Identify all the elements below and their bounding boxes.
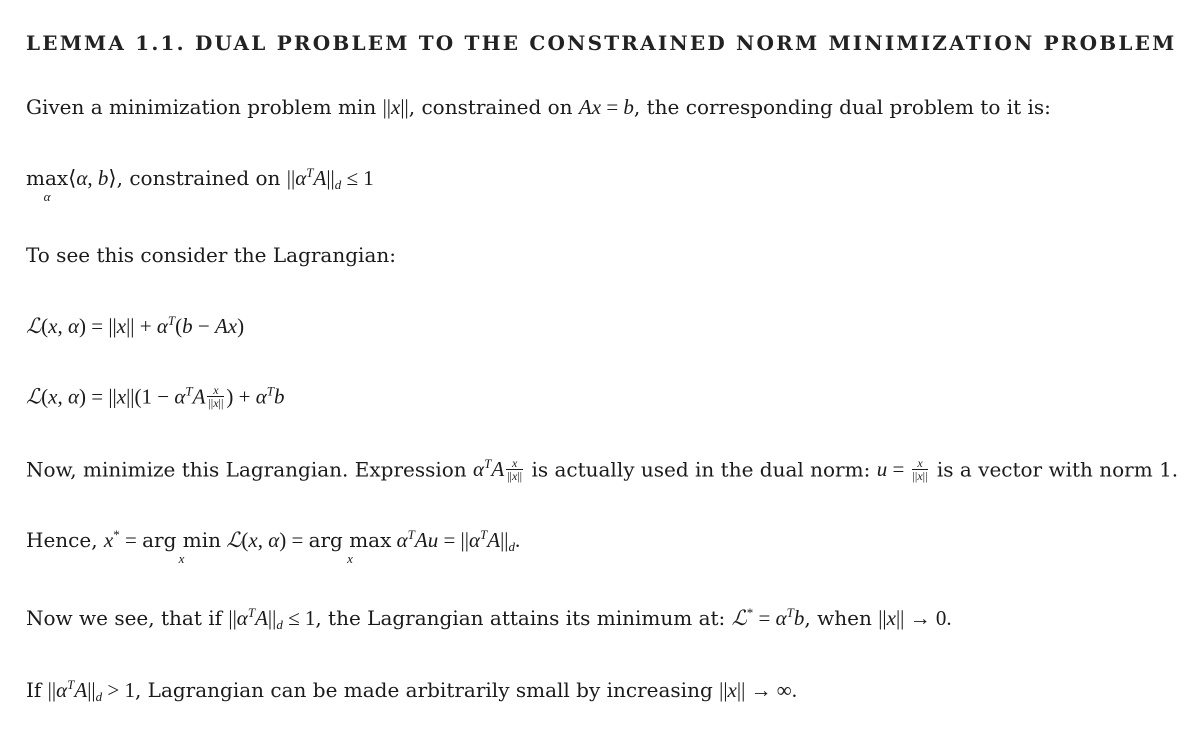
lagrangian-equation-2: ℒ(x, $\alpha) = ||x||(1 - \alpha^TA$ $\frac{x}{||x||}$ ) + $\alpha^Tb$ — [26, 383, 285, 410]
math-unit-vector: u = $\frac{x}{||x||}$ — [876, 456, 928, 483]
math-dual-norm: $\alpha^TAu = ||\alpha^TA||_d$. — [396, 527, 521, 554]
dual-problem — [26, 165, 374, 204]
math-inner-product: ⟨α, b⟩ — [68, 166, 117, 190]
text: is actually used in the dual norm: — [525, 457, 877, 482]
text: Now, minimize this Lagrangian. Expression — [26, 457, 474, 482]
math-norm-x: ||x|| — [382, 95, 409, 119]
text: , constrained on — [408, 95, 579, 119]
hence-paragraph — [26, 527, 521, 566]
math-constraint: Ax = b — [578, 95, 634, 119]
text: is a vector with norm 1. — [930, 457, 1179, 482]
lemma-heading: LEMMA 1.1. DUAL PROBLEM TO THE CONSTRAINED NORM MINIMIZATION PROBLEM — [26, 31, 1177, 55]
math-dual-constraint: $||\alpha^TA||_d \le 1$ — [286, 165, 374, 192]
math-expression: $\alpha^TA$ $\frac{x}{||x||}$ — [473, 456, 523, 483]
lagrangian-intro: To see this consider the Lagrangian: — [26, 243, 396, 267]
text: , the corresponding dual problem to it is: — [633, 95, 1051, 119]
text: If — [26, 678, 48, 702]
text: Hence, — [26, 528, 104, 552]
problem-statement — [26, 97, 1051, 118]
math-minimum: ℒ* = $\alpha^Tb$ — [731, 605, 805, 630]
text: Now we see, that if — [26, 606, 229, 630]
math-x-star: x* = — [103, 527, 143, 552]
max-operator: max α — [26, 166, 69, 204]
math-limit-zero: ||x|| → 0. — [878, 606, 952, 630]
lagrangian-equation-1: ℒ(x, $\alpha) = ||x|| + \alpha^T(b - Ax)$ — [26, 313, 245, 338]
argmax-operator: arg max x — [308, 528, 392, 566]
math-lagrangian: ℒ(x, α) = — [226, 528, 309, 552]
text: Given a minimization problem min — [26, 95, 383, 119]
argmin-operator: arg min x — [142, 528, 221, 566]
minimum-paragraph — [26, 605, 952, 632]
minimize-paragraph — [26, 456, 1179, 484]
text: , the Lagrangian attains its minimum at: — [315, 606, 732, 630]
math-condition: $||\alpha^TA||_d \le 1$ — [228, 605, 316, 632]
unbounded-paragraph — [26, 677, 798, 704]
math-limit-infinity: ||x|| → ∞. — [719, 678, 798, 702]
text: , when — [804, 606, 879, 630]
text: , constrained on — [116, 166, 287, 190]
text: , Lagrangian can be made arbitrarily small by increasing — [134, 678, 720, 702]
math-condition-greater: $||\alpha^TA||_d > 1$ — [47, 677, 135, 704]
